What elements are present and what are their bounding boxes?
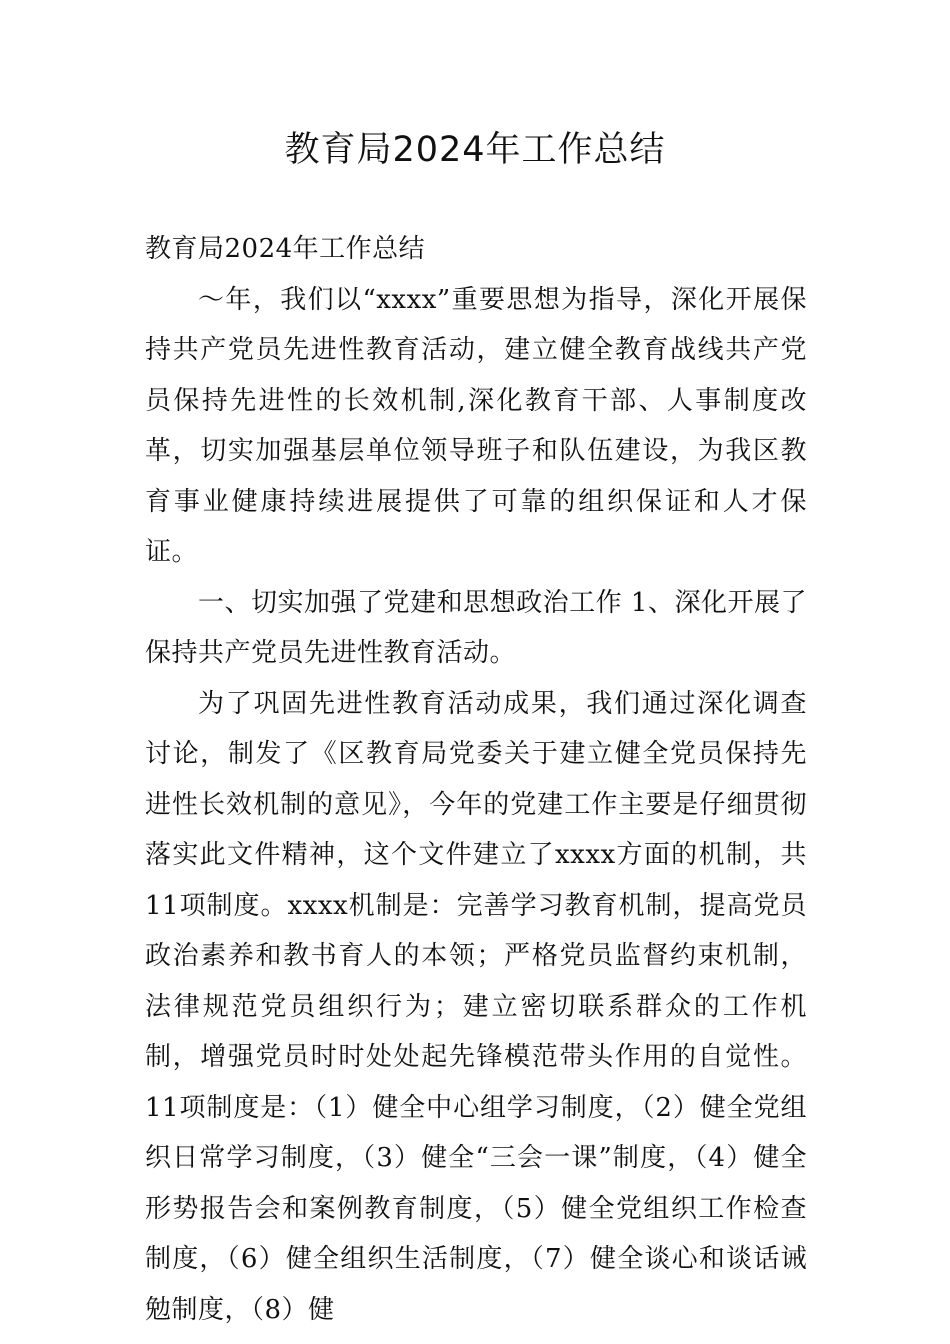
document-body bbox=[145, 224, 807, 1335]
subtitle-paragraph: 教育局2024年工作总结 bbox=[145, 234, 426, 264]
detail-paragraph: 为了巩固先进性教育活动成果，我们通过深化调查讨论，制发了《区教育局党委关于建立健全党员保持先进性长效机制的意见》，今年的党建工作主要是仔细贯彻落实此文件精神，这个文件建立了xxxx方面的机制，共11项制度。xxxx机制是：完善学习教育机制，提高党员政治素养和教书育人的本领；严格党员监督约束机制，法律规范党员组织行为；建立密切联系群众的工作机制，增强党员时时处处起先锋模范带头作用的自觉性。11项制度是：（1）健全中心组学习制度，（2）健全党组织日常学习制度，（3）健全“三会一课”制度，（4）健全形势报告会和案例教育制度，（5）健全党组织工作检查制度，（6）健全组织生活制度，（7）健全谈心和谈话诫勉制度，（8）健 bbox=[145, 688, 807, 1325]
document-title: 教育局2024年工作总结 bbox=[284, 130, 666, 170]
intro-paragraph: ～年，我们以“xxxx”重要思想为指导，深化开展保持共产党员先进性教育活动，建立健全教育战线共产党员保持先进性的长效机制,深化教育干部、人事制度改革，切实加强基层单位领导班子和队伍建设，为我区教育事业健康持续进展提供了可靠的组织保证和人才保证。 bbox=[145, 284, 807, 567]
section-heading-paragraph: 一、切实加强了党建和思想政治工作 1、深化开展了保持共产党员先进性教育活动。 bbox=[145, 587, 807, 668]
